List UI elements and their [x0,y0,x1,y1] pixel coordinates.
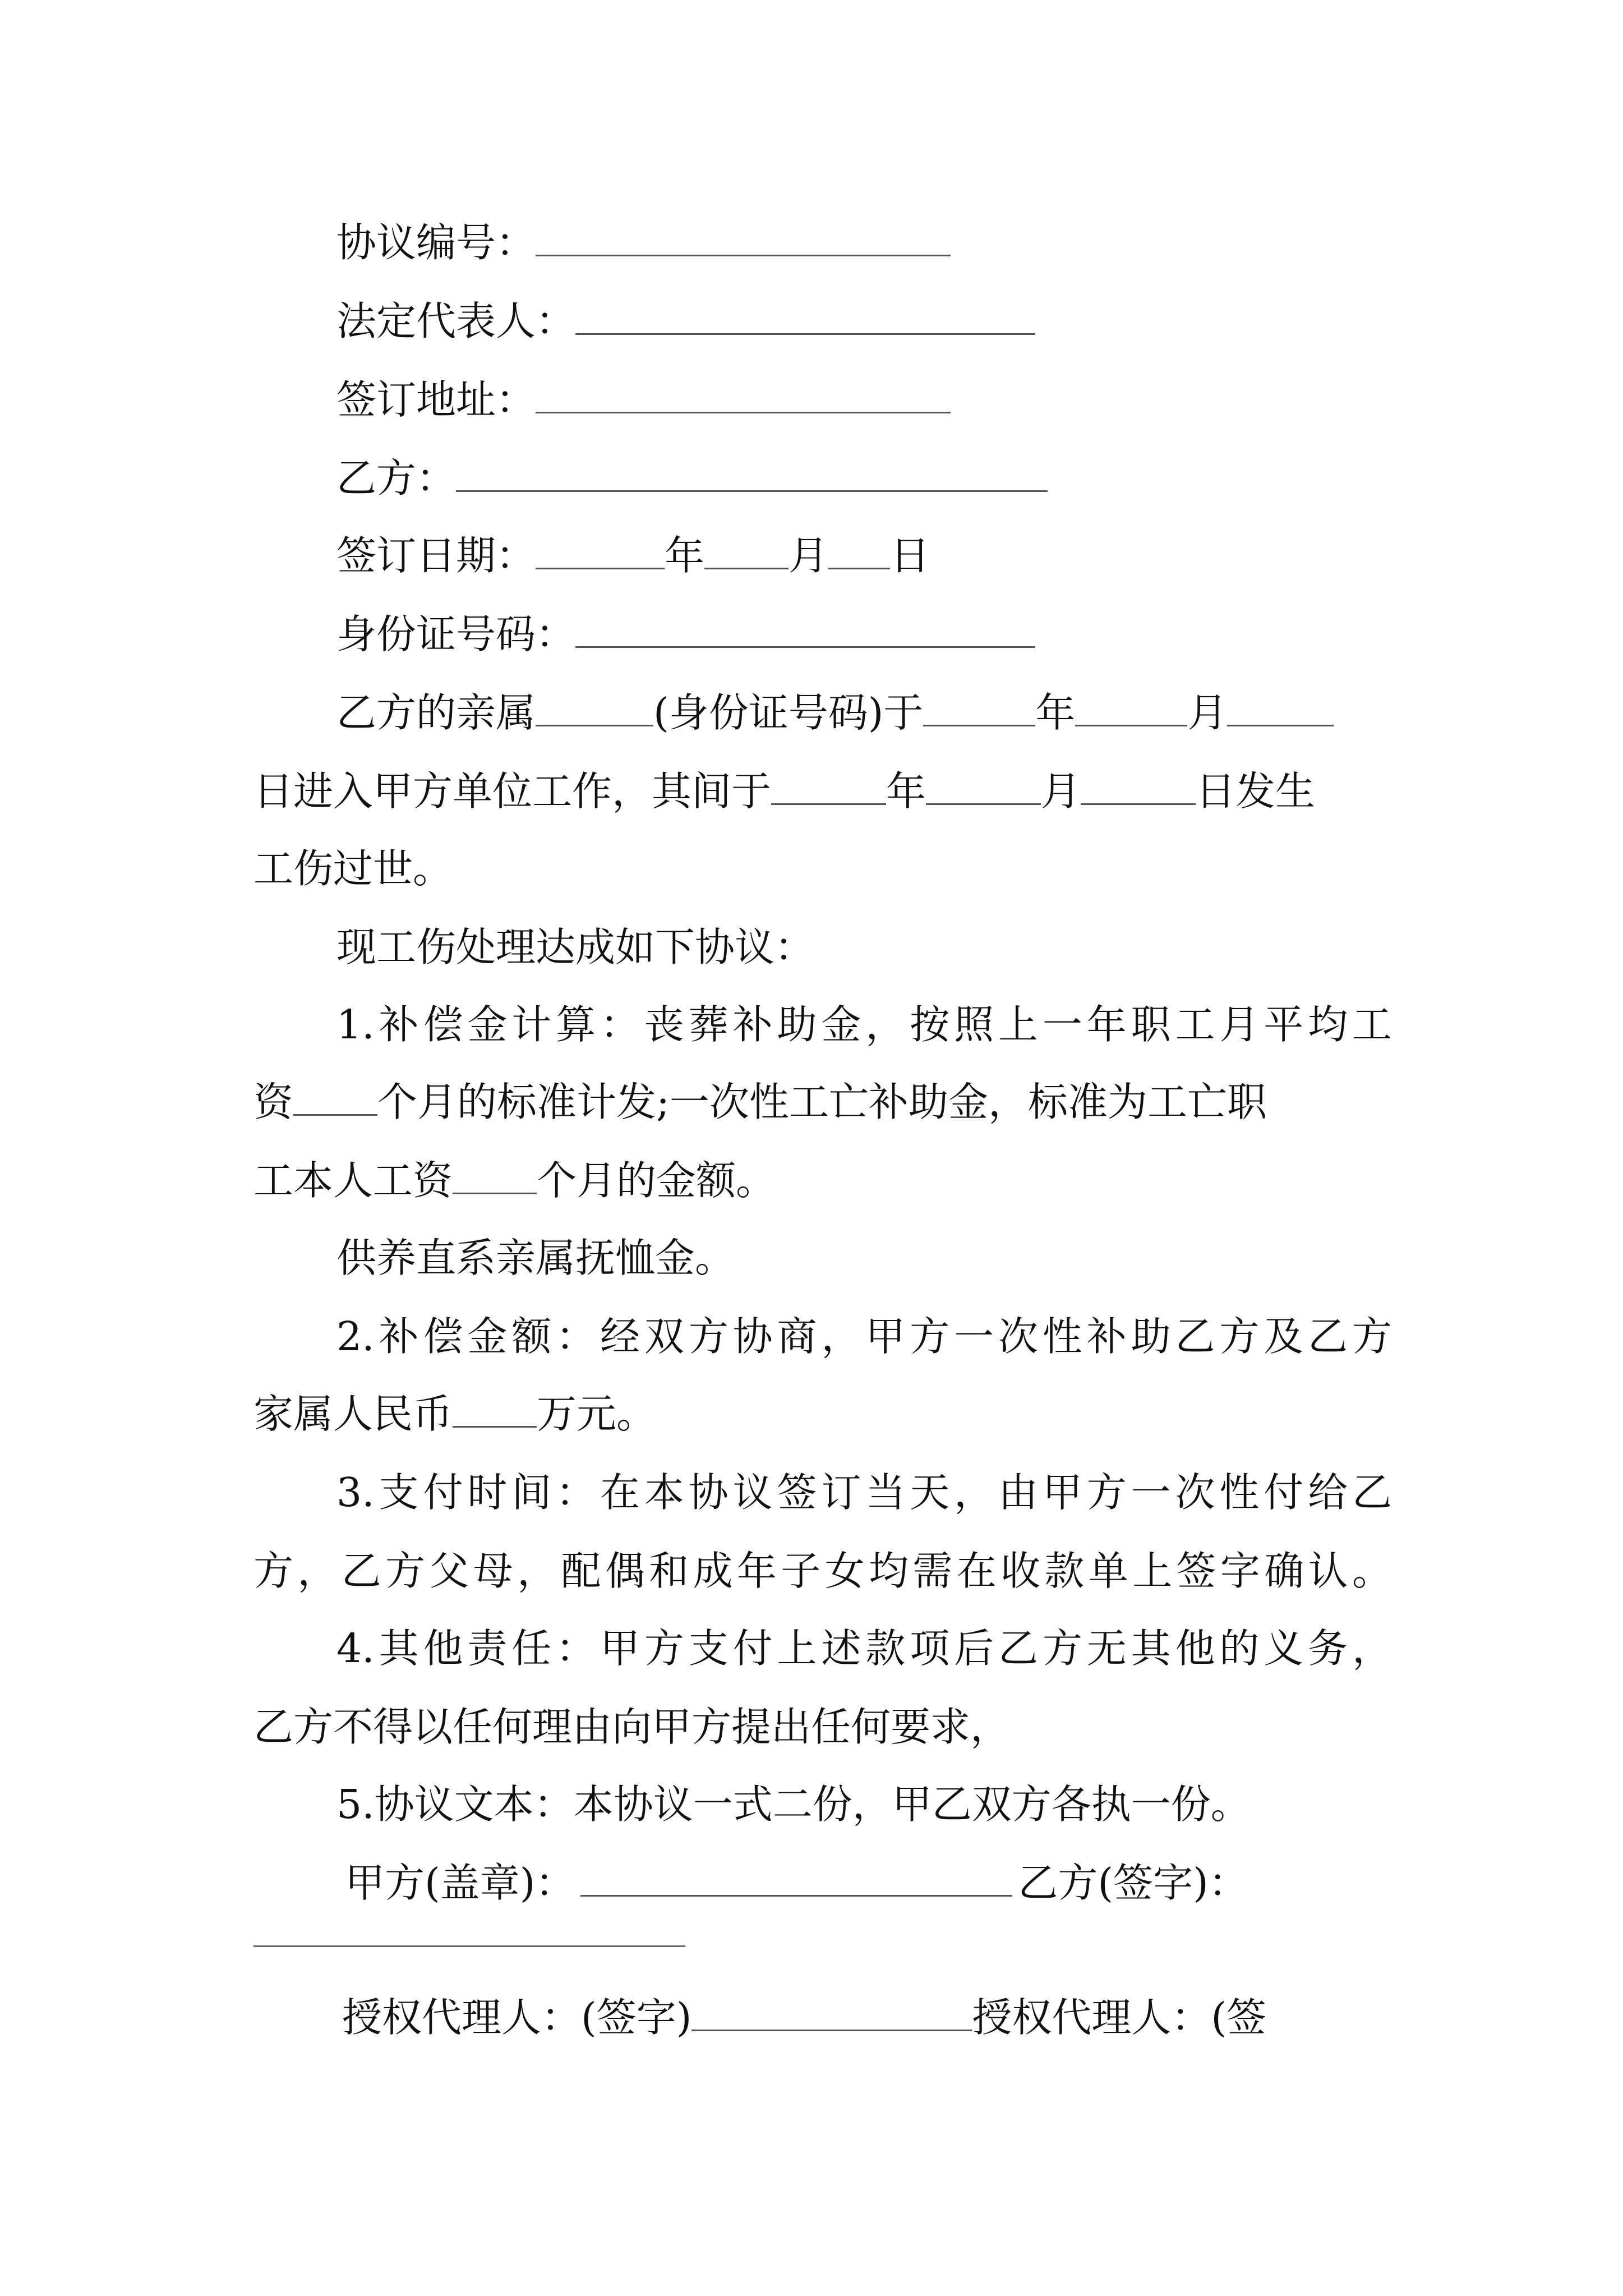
agreement-heading [336,922,814,973]
agent-a-label: 授权代理人：(签字) [342,1994,692,2041]
clause-2-line-1 [336,1312,1392,1362]
clause-2-line-2 [253,1389,656,1439]
clause-5-line-1 [336,1779,1251,1830]
intro-text: (身份证号码)于 [653,689,924,736]
agreement-no-row [336,218,951,268]
entry-day-blank[interactable] [1227,691,1334,726]
legal-rep-label: 法定代表人： [336,298,576,344]
clause-text: 4.其他责任：甲方支付上述款项后乙方无其他的义务， [336,1625,1392,1672]
clause-text: 家属人民币 [253,1391,453,1437]
party-b-sign-line[interactable] [253,1945,685,1947]
clause-text: 方，乙方父母，配偶和成年子女均需在收款单上签字确认。 [253,1548,1392,1594]
year-label: 年 [1035,689,1076,736]
agent-row [342,1993,1266,2043]
party-a-seal-blank[interactable] [580,1861,1012,1897]
legal-rep-row [336,296,1035,347]
day-label: 日 [890,532,930,579]
relative-blank[interactable] [536,691,653,726]
intro-text: 工伤过世。 [253,845,453,892]
clause-4-line-2 [253,1702,1010,1752]
entry-month-blank[interactable] [1075,691,1187,726]
clause-1-line-2 [253,1077,1267,1128]
sign-date-row [336,531,930,581]
party-b-row [336,453,1048,504]
amount-blank[interactable] [453,1392,537,1428]
clause-text: 2.补偿金额：经双方协商，甲方一次性补助乙方及乙方 [336,1313,1392,1360]
month-label: 月 [1187,689,1228,736]
party-b-sign-label: 乙方(签字)： [1018,1860,1248,1906]
clause-1-line-4 [336,1233,735,1283]
sign-date-label: 签订日期： [336,532,536,579]
id-number-label: 身份证号码： [336,611,576,657]
death-month-blank[interactable] [926,770,1041,805]
agreement-no-label: 协议编号： [336,219,536,266]
sign-address-blank[interactable] [536,378,951,413]
sign-address-row [336,375,951,425]
party-a-seal-label: 甲方(盖章)： [345,1860,575,1906]
sign-month-blank[interactable] [704,534,789,569]
clause-4-line-1 [336,1623,1392,1674]
agreement-heading-text: 现工伤处理达成如下协议： [336,924,815,970]
party-b-label: 乙方： [336,455,457,501]
signature-row [345,1858,1248,1908]
sign-address-label: 签订地址： [336,376,536,423]
month-label: 月 [789,532,829,579]
sign-day-blank[interactable] [828,534,890,569]
intro-line-2 [253,766,1315,817]
death-day-blank[interactable] [1081,770,1196,805]
clause-text: 个月的金额。 [537,1157,776,1204]
clause-text: 万元。 [537,1391,657,1437]
clause-1-line-1 [336,1000,1392,1050]
sign-year-blank[interactable] [536,534,665,569]
legal-rep-blank[interactable] [575,300,1035,335]
intro-text: 日发生 [1196,768,1316,815]
funeral-months-blank[interactable] [293,1080,377,1116]
year-label: 年 [665,532,705,579]
clause-3-line-2 [253,1546,1392,1596]
clause-text: 5.协议文本：本协议一式二份，甲乙双方各执一份。 [336,1781,1251,1828]
intro-line-3 [253,844,453,894]
id-number-blank[interactable] [575,613,1035,648]
clause-text: 乙方不得以任何理由向甲方提出任何要求， [253,1704,1011,1750]
agent-b-label: 授权代理人：(签 [972,1994,1267,2041]
clause-text: 供养直系亲属抚恤金。 [336,1235,735,1281]
intro-text: 乙方的亲属 [336,689,536,736]
intro-text: 日进入甲方单位工作，其间于 [253,768,772,815]
agreement-no-blank[interactable] [536,221,951,256]
death-subsidy-months-blank[interactable] [453,1159,537,1194]
year-label: 年 [886,768,926,815]
month-label: 月 [1041,768,1081,815]
clause-3-line-1 [336,1467,1392,1518]
clause-text: 资 [253,1079,294,1125]
clause-text: 工本人工资 [253,1157,453,1204]
id-number-row [336,609,1035,660]
entry-year-blank[interactable] [923,691,1035,726]
clause-text: 个月的标准计发;一次性工亡补助金，标准为工亡职 [377,1079,1267,1125]
death-year-blank[interactable] [771,770,886,805]
intro-line-1 [336,688,1334,738]
clause-1-line-3 [253,1156,776,1206]
agent-a-sign-blank[interactable] [691,1996,972,2031]
clause-text: 1.补偿金计算：丧葬补助金，按照上一年职工月平均工 [336,1001,1392,1048]
party-b-blank[interactable] [456,457,1048,492]
clause-text: 3.支付时间：在本协议签订当天，由甲方一次性付给乙 [336,1469,1392,1516]
